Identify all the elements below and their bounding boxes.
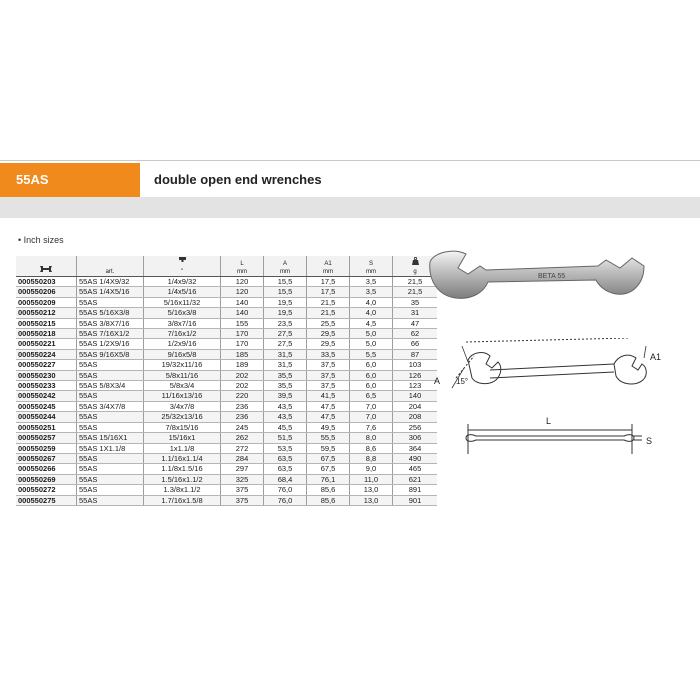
cell-a1: 21,5 [307,308,350,318]
table-row [16,277,437,287]
cell-weight: 621 [393,474,438,484]
cell-code: 000550242 [16,391,77,401]
cell-l: 120 [221,287,264,297]
cell-size: 3/4x7/8 [144,401,221,411]
cell-a1: 41,5 [307,391,350,401]
cell-s: 5,5 [350,349,393,359]
cell-art: 55AS 1/4X9/32 [77,277,144,287]
table-row [16,287,437,297]
cell-code: 000550251 [16,422,77,432]
cell-art: 55AS [77,474,144,484]
cell-a1: 21,5 [307,297,350,307]
inch-sizes-note: • Inch sizes [18,235,64,245]
cell-weight: 901 [393,495,438,505]
cell-s: 11,0 [350,474,393,484]
cell-l: 140 [221,308,264,318]
cell-size: 9/16x5/8 [144,349,221,359]
cell-code: 000550203 [16,277,77,287]
cell-weight: 21,5 [393,277,438,287]
cell-size: 7/16x1/2 [144,329,221,339]
header-band [0,197,700,218]
table-row [16,360,437,370]
cell-weight: 66 [393,339,438,349]
cell-l: 262 [221,433,264,443]
table-row [16,308,437,318]
cell-a: 63,5 [264,464,307,474]
cell-weight: 140 [393,391,438,401]
top-divider [0,160,700,161]
cell-weight: 123 [393,381,438,391]
cell-art: 55AS 7/16X1/2 [77,329,144,339]
cell-a: 19,5 [264,297,307,307]
cell-a: 43,5 [264,412,307,422]
wrench-icon [40,265,52,273]
cell-a1: 67,5 [307,453,350,463]
cell-a1: 76,1 [307,474,350,484]
cell-size: 11/16x13/16 [144,391,221,401]
cell-art: 55AS [77,297,144,307]
table-row [16,370,437,380]
wrench-photo [428,248,646,304]
cell-s: 4,0 [350,297,393,307]
cell-weight: 35 [393,297,438,307]
cell-size: 5/16x3/8 [144,308,221,318]
cell-s: 6,0 [350,381,393,391]
cell-size: 1/4x9/32 [144,277,221,287]
table-row [16,453,437,463]
cell-l: 375 [221,495,264,505]
table-row [16,495,437,505]
cell-s: 7,6 [350,422,393,432]
cell-art: 55AS 3/4X7/8 [77,401,144,411]
table-row [16,381,437,391]
cell-a1: 37,5 [307,381,350,391]
cell-a: 27,5 [264,329,307,339]
cell-code: 000550269 [16,474,77,484]
table-row [16,318,437,328]
cell-a1: 17,5 [307,277,350,287]
cell-a: 63,5 [264,453,307,463]
cell-s: 7,0 [350,401,393,411]
cell-code: 000550215 [16,318,77,328]
cell-size: 3/8x7/16 [144,318,221,328]
cell-art: 55AS [77,485,144,495]
cell-weight: 31 [393,308,438,318]
cell-s: 13,0 [350,485,393,495]
jaw-icon [178,257,187,265]
cell-a1: 29,5 [307,339,350,349]
cell-s: 6,0 [350,370,393,380]
dimension-diagram-side [450,400,670,460]
table-header-row [16,256,437,277]
cell-code: 000550259 [16,443,77,453]
cell-l: 220 [221,391,264,401]
cell-code: 000550272 [16,485,77,495]
cell-l: 202 [221,381,264,391]
spec-table-body [16,277,437,506]
cell-a1: 33,5 [307,349,350,359]
label-a: A [434,376,441,386]
cell-weight: 364 [393,443,438,453]
col-a-header [264,256,307,277]
cell-code: 000550244 [16,412,77,422]
table-row [16,412,437,422]
cell-weight: 204 [393,401,438,411]
label-angle: 15° [456,377,469,386]
cell-l: 185 [221,349,264,359]
cell-s: 8,8 [350,453,393,463]
cell-a: 15,5 [264,287,307,297]
cell-size: 19/32x11/16 [144,360,221,370]
cell-a1: 59,5 [307,443,350,453]
cell-art: 55AS [77,391,144,401]
cell-l: 272 [221,443,264,453]
cell-weight: 891 [393,485,438,495]
table-row [16,433,437,443]
cell-weight: 103 [393,360,438,370]
cell-s: 8,0 [350,433,393,443]
label-a1: A1 [650,352,662,362]
cell-art: 55AS 1/2X9/16 [77,339,144,349]
table-row [16,297,437,307]
cell-weight: 208 [393,412,438,422]
cell-a1: 55,5 [307,433,350,443]
cell-weight: 21,5 [393,287,438,297]
cell-l: 236 [221,412,264,422]
cell-weight: 62 [393,329,438,339]
cell-art: 55AS 15/16X1 [77,433,144,443]
cell-s: 5,0 [350,339,393,349]
brand-mark: BETA 55 [538,273,566,280]
table-row [16,464,437,474]
cell-s: 5,0 [350,329,393,339]
cell-l: 236 [221,401,264,411]
col-s-label: S [368,261,373,267]
cell-s: 13,0 [350,495,393,505]
cell-a1: 85,6 [307,495,350,505]
cell-code: 000550227 [16,360,77,370]
cell-art: 55AS [77,412,144,422]
col-l-label: L [240,261,244,267]
col-l-header [221,256,264,277]
col-s-header [350,256,393,277]
cell-weight: 256 [393,422,438,432]
cell-a: 43,5 [264,401,307,411]
cell-a: 19,5 [264,308,307,318]
col-a1-header [307,256,350,277]
cell-weight: 87 [393,349,438,359]
cell-art: 55AS [77,495,144,505]
col-size-header [144,256,221,277]
cell-size: 5/8x3/4 [144,381,221,391]
cell-size: 15/16x1 [144,433,221,443]
table-row [16,485,437,495]
product-title: double open end wrenches [154,172,322,187]
cell-code: 000550224 [16,349,77,359]
cell-l: 120 [221,277,264,287]
cell-s: 9,0 [350,464,393,474]
cell-s: 6,0 [350,360,393,370]
col-size-label: " [180,269,184,275]
cell-l: 140 [221,297,264,307]
dimension-diagram-top [428,338,668,408]
label-l: L [546,416,552,426]
cell-weight: 47 [393,318,438,328]
cell-l: 170 [221,329,264,339]
cell-s: 6,5 [350,391,393,401]
cell-art: 55AS 1X1.1/8 [77,443,144,453]
table-row [16,329,437,339]
cell-a: 76,0 [264,495,307,505]
cell-a1: 49,5 [307,422,350,432]
cell-code: 000550275 [16,495,77,505]
cell-art: 55AS [77,370,144,380]
cell-a: 23,5 [264,318,307,328]
cell-size: 1.1/8x1.5/16 [144,464,221,474]
cell-a1: 37,5 [307,360,350,370]
table-row [16,339,437,349]
table-row [16,391,437,401]
table-row [16,474,437,484]
weight-icon [412,257,419,265]
table-row [16,443,437,453]
cell-l: 170 [221,339,264,349]
cell-size: 7/8x15/16 [144,422,221,432]
cell-a: 31,5 [264,360,307,370]
cell-l: 245 [221,422,264,432]
cell-a1: 25,5 [307,318,350,328]
cell-s: 3,5 [350,277,393,287]
cell-a1: 29,5 [307,329,350,339]
cell-a: 51,5 [264,433,307,443]
table-row [16,422,437,432]
cell-code: 000550266 [16,464,77,474]
cell-size: 5/16x11/32 [144,297,221,307]
table-row [16,349,437,359]
cell-a: 76,0 [264,485,307,495]
cell-a: 53,5 [264,443,307,453]
product-code-tab: 55AS [0,163,140,197]
col-code-header [16,256,77,277]
cell-art: 55AS 5/8X3/4 [77,381,144,391]
cell-art: 55AS [77,453,144,463]
cell-a1: 37,5 [307,370,350,380]
cell-code: 000550209 [16,297,77,307]
cell-art: 55AS 3/8X7/16 [77,318,144,328]
cell-s: 3,5 [350,287,393,297]
product-sheet [0,160,700,540]
cell-art: 55AS 9/16X5/8 [77,349,144,359]
col-a-unit: mm [280,269,290,275]
cell-size: 1.5/16x1.1/2 [144,474,221,484]
cell-a: 35,5 [264,381,307,391]
cell-art: 55AS [77,360,144,370]
cell-a1: 47,5 [307,401,350,411]
col-a1-unit: mm [323,269,333,275]
cell-a1: 17,5 [307,287,350,297]
product-header [0,163,700,197]
cell-code: 000550245 [16,401,77,411]
cell-a: 15,5 [264,277,307,287]
spec-table [16,256,437,506]
cell-a1: 47,5 [307,412,350,422]
cell-a: 31,5 [264,349,307,359]
col-art-header [77,256,144,277]
cell-size: 1/4x5/16 [144,287,221,297]
cell-a: 45,5 [264,422,307,432]
cell-weight: 306 [393,433,438,443]
cell-a: 68,4 [264,474,307,484]
cell-code: 000550233 [16,381,77,391]
cell-a: 35,5 [264,370,307,380]
cell-a1: 67,5 [307,464,350,474]
cell-art: 55AS [77,422,144,432]
label-s: S [646,436,653,446]
cell-art: 55AS 1/4X5/16 [77,287,144,297]
cell-s: 7,0 [350,412,393,422]
cell-l: 284 [221,453,264,463]
cell-l: 155 [221,318,264,328]
cell-size: 1.3/8x1.1/2 [144,485,221,495]
cell-a1: 85,6 [307,485,350,495]
col-a1-label: A1 [324,261,332,267]
cell-a: 27,5 [264,339,307,349]
cell-weight: 465 [393,464,438,474]
col-s-unit: mm [366,269,376,275]
cell-code: 000550221 [16,339,77,349]
cell-size: 5/8x11/16 [144,370,221,380]
cell-size: 1.1/16x1.1/4 [144,453,221,463]
cell-size: 25/32x13/16 [144,412,221,422]
cell-code: 000550206 [16,287,77,297]
cell-l: 325 [221,474,264,484]
cell-size: 1/2x9/16 [144,339,221,349]
cell-code: 000550218 [16,329,77,339]
cell-weight: 126 [393,370,438,380]
cell-a: 39,5 [264,391,307,401]
col-art-label: art. [105,269,115,275]
cell-code: 000550230 [16,370,77,380]
col-l-unit: mm [237,269,247,275]
cell-size: 1.7/16x1.5/8 [144,495,221,505]
cell-l: 375 [221,485,264,495]
cell-l: 189 [221,360,264,370]
cell-s: 4,0 [350,308,393,318]
cell-l: 202 [221,370,264,380]
cell-l: 297 [221,464,264,474]
col-a-label: A [282,261,287,267]
cell-weight: 490 [393,453,438,463]
cell-size: 1x1.1/8 [144,443,221,453]
cell-s: 8,6 [350,443,393,453]
table-row [16,401,437,411]
cell-s: 4,5 [350,318,393,328]
cell-code: 000550257 [16,433,77,443]
cell-art: 55AS [77,464,144,474]
cell-code: 000550212 [16,308,77,318]
cell-code: 000550267 [16,453,77,463]
col-weight-unit: g [413,269,417,275]
cell-art: 55AS 5/16X3/8 [77,308,144,318]
